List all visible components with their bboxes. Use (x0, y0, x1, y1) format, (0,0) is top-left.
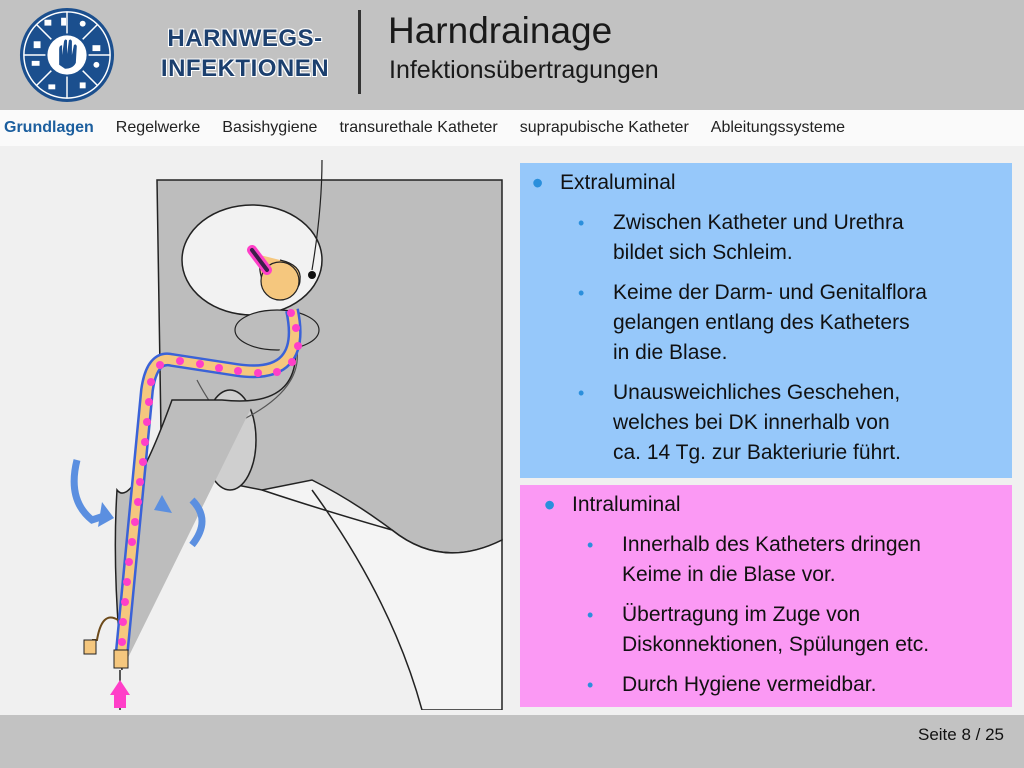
nav-item-suprapubische-katheter[interactable]: suprapubische Katheter (519, 119, 689, 136)
extraluminal-heading: Extraluminal (560, 171, 676, 194)
intraluminal-heading: Intraluminal (572, 493, 681, 516)
footer (0, 715, 1024, 768)
nav-item-basishygiene[interactable]: Basishygiene (222, 119, 318, 136)
extraluminal-bullet-3: • Unausweichliches Geschehen, welches bei DK innerhalb von ca. 14 Tg. zur Bakteriurie führt. (578, 381, 901, 464)
catheter-illustration (62, 150, 512, 710)
page-number: Seite 8 / 25 (917, 725, 1004, 744)
nav-item-transurethrale-katheter[interactable]: transurethale Katheter (339, 119, 498, 136)
intraluminal-bullet-2: • Übertragung im Zuge von Diskonnektionen, Spülungen etc. (587, 603, 930, 656)
page-title: Harndrainage (388, 10, 613, 51)
brand-line-2: INFEKTIONEN (160, 55, 330, 82)
logo-icon (18, 6, 116, 104)
brand-title (150, 24, 340, 84)
nav-item-regelwerke[interactable]: Regelwerke (115, 119, 201, 136)
page-subtitle: Infektionsübertragungen (389, 56, 659, 84)
header (0, 0, 1024, 110)
nav-item-grundlagen[interactable]: Grundlagen (4, 119, 94, 136)
section-nav (0, 110, 1024, 146)
extraluminal-bullet-2: • Keime der Darm- und Genitalflora gelangen entlang des Katheters in die Blase. (578, 281, 927, 364)
extraluminal-box: • Extraluminal • Zwischen Katheter und Urethra bildet sich Schleim. • Keime der Darm- und Genitalflora gelangen entlang des Katheters in die Blase. • Unausweichliches Geschehen, welches bei DK innerhalb von ca. 14 Tg. zur Bakteriurie führt. (520, 163, 1012, 478)
header-divider (358, 10, 361, 94)
intraluminal-bullet-1: • Innerhalb des Katheters dringen Keime in die Blase vor. (587, 533, 921, 586)
brand-line-1: HARNWEGS- (167, 25, 323, 52)
nav-item-ableitungssysteme[interactable]: Ableitungssysteme (710, 119, 846, 136)
extraluminal-bullet-1: • Zwischen Katheter und Urethra bildet sich Schleim. (578, 211, 904, 264)
intraluminal-bullet-3: • Durch Hygiene vermeidbar. (587, 673, 877, 696)
intraluminal-box: • Intraluminal • Innerhalb des Katheters dringen Keime in die Blase vor. • Übertragung im Zuge von Diskonnektionen, Spülungen etc. • Durch Hygiene vermeidbar. (520, 485, 1012, 707)
